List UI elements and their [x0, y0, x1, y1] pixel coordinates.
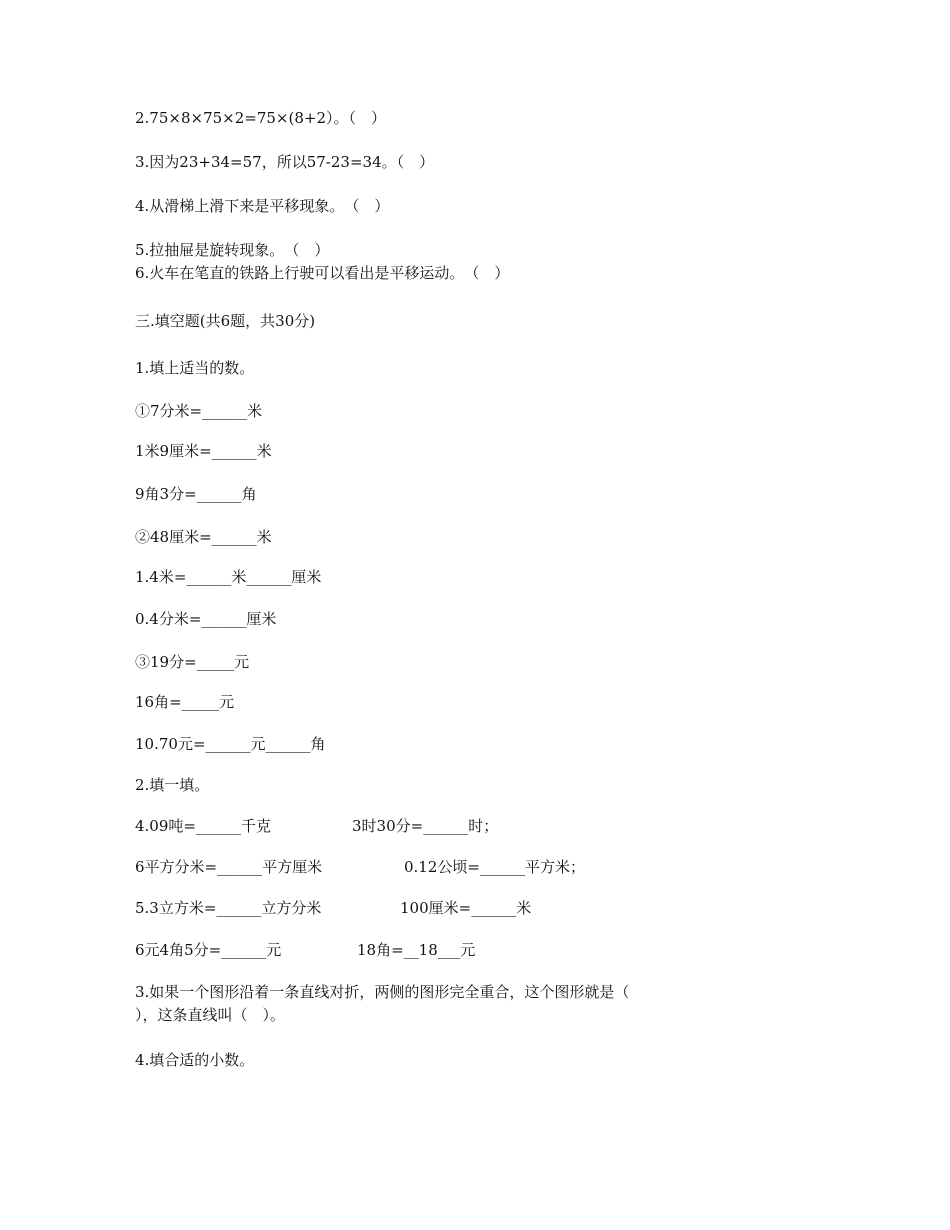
judge-question-2: 2.75×8×75×2=75×(8+2）。（ ）	[135, 109, 387, 127]
fill-line: 1.4米=______米______厘米	[135, 568, 322, 586]
fill-row-left: 6平方分米=______平方厘米	[135, 858, 323, 876]
fill-line: 1米9厘米=______米	[135, 442, 272, 460]
fill-line: 0.4分米=______厘米	[135, 610, 277, 628]
judge-question-3: 3.因为23+34=57，所以57-23=34。（ ）	[135, 153, 435, 171]
judge-question-6: 6.火车在笔直的铁路上行驶可以看出是平移运动。 （ ）	[135, 264, 510, 282]
fill-row-left: 6元4角5分=______元	[135, 941, 282, 959]
fill-line: ③19分=_____元	[135, 653, 250, 671]
fill-row-right: 0.12公顷=______平方米；	[404, 858, 585, 876]
fill-question-4-title: 4.填合适的小数。	[135, 1051, 255, 1069]
fill-row-left: 4.09吨=______千克	[135, 817, 271, 835]
fill-question-1-title: 1.填上适当的数。	[135, 359, 255, 377]
fill-question-3-line-2: ），这条直线叫（ ）。	[135, 1006, 286, 1024]
fill-line: ②48厘米=______米	[135, 528, 272, 546]
fill-line: ①7分米=______米	[135, 402, 263, 420]
fill-row-right: 3时30分=______时；	[352, 817, 499, 835]
fill-row-left: 5.3立方米=______立方分米	[135, 899, 322, 917]
fill-question-2-title: 2.填一填。	[135, 776, 210, 794]
fill-row-right: 100厘米=______米	[400, 899, 532, 917]
fill-row-right: 18角=__18___元	[357, 941, 476, 959]
judge-question-5: 5.拉抽屉是旋转现象。 （ ）	[135, 241, 330, 259]
fill-question-3-line-1: 3.如果一个图形沿着一条直线对折，两侧的图形完全重合，这个图形就是（	[135, 983, 630, 1001]
judge-question-4: 4.从滑梯上滑下来是平移现象。 （ ）	[135, 197, 390, 215]
section-title: 三.填空题(共6题，共30分)	[135, 312, 316, 330]
fill-line: 9角3分=______角	[135, 485, 257, 503]
fill-line: 10.70元=______元______角	[135, 735, 326, 753]
fill-line: 16角=_____元	[135, 693, 235, 711]
